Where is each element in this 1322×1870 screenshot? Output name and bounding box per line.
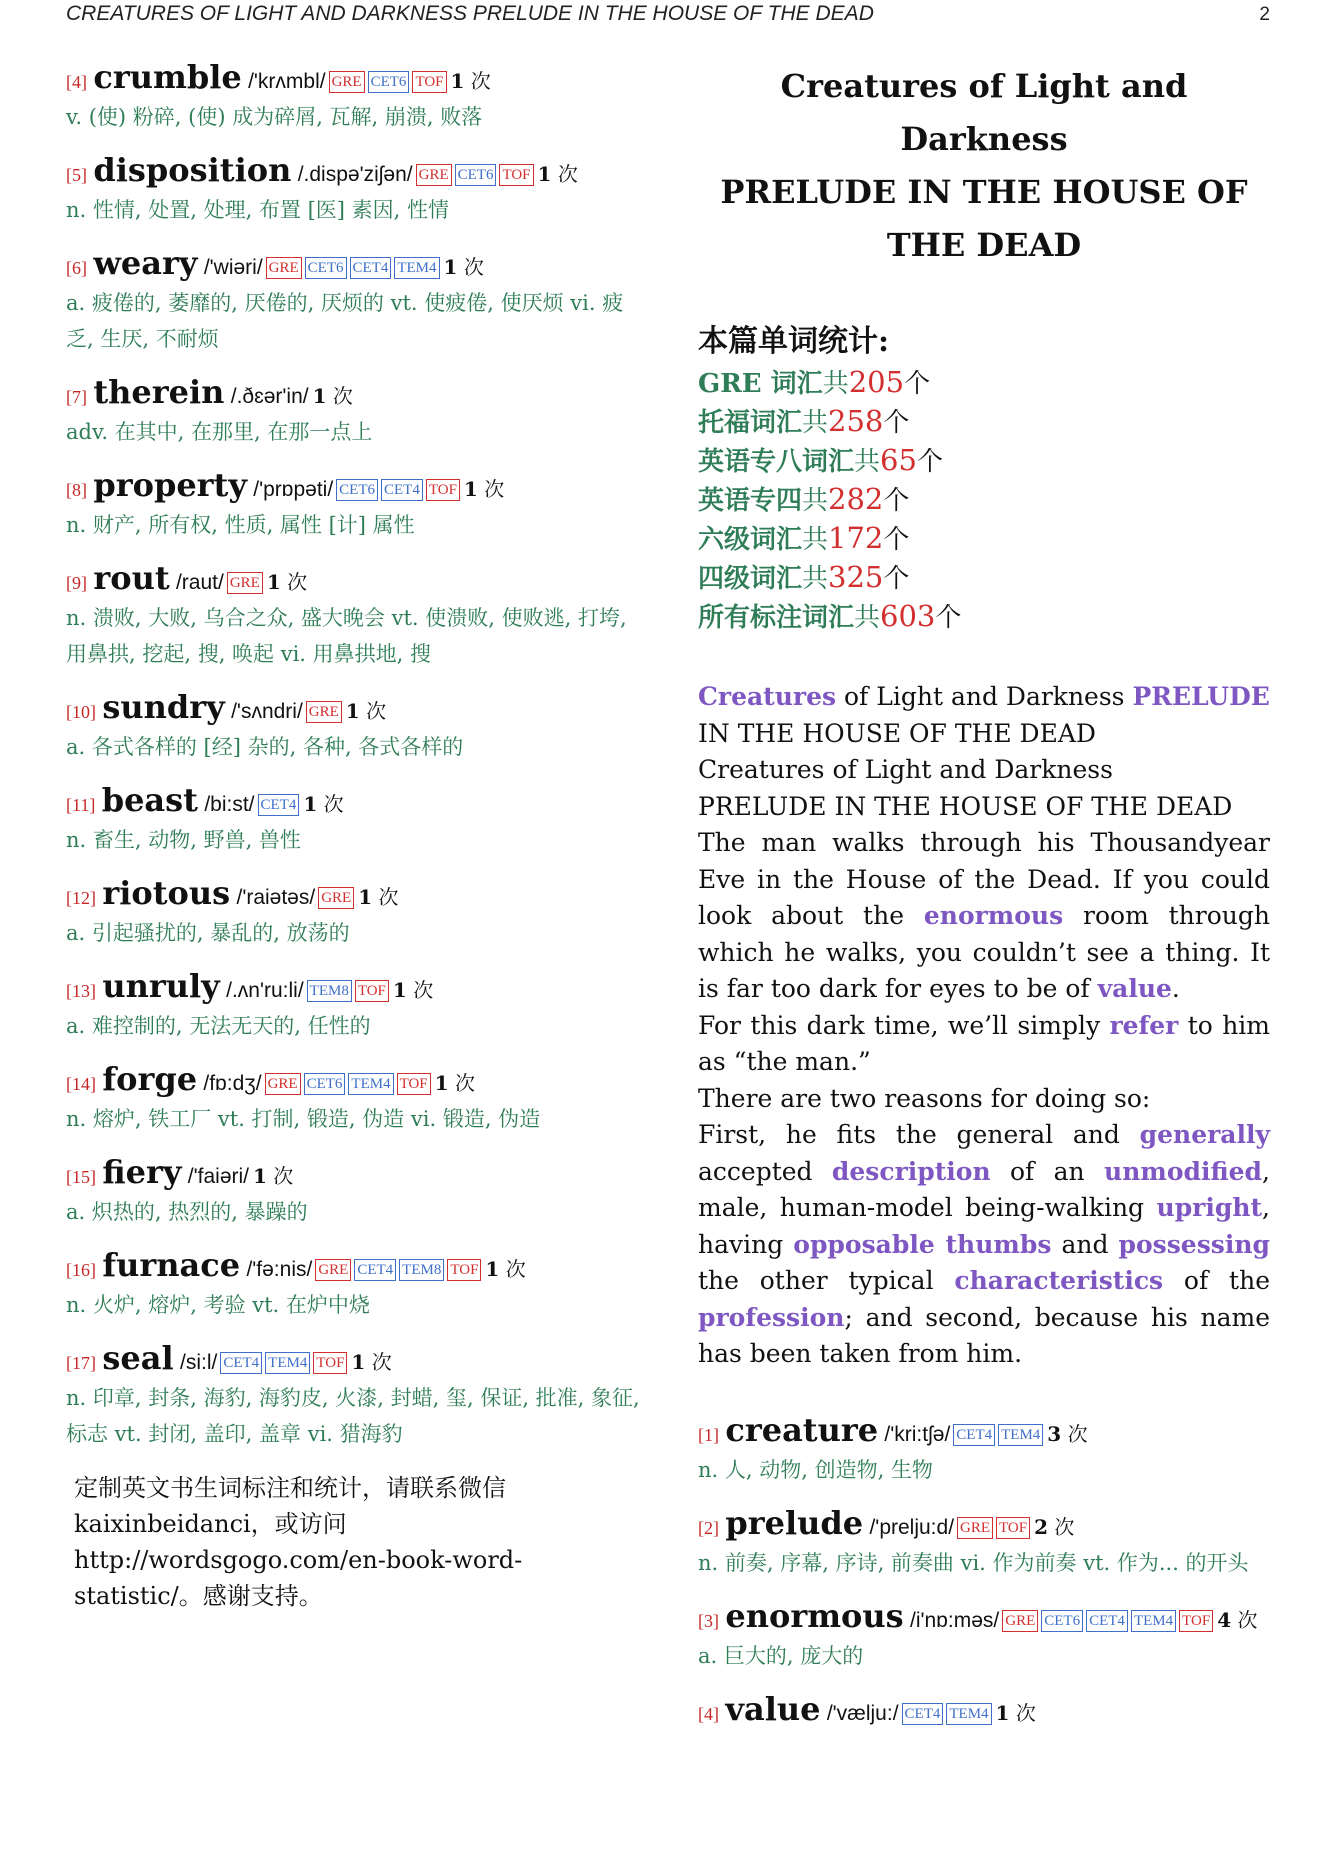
vocab-entry: [66, 375, 646, 450]
exam-tag: TOF: [355, 980, 389, 1002]
entry-head: [66, 1155, 646, 1194]
entry-head: [66, 153, 646, 192]
stat-line: [698, 520, 1270, 559]
exam-tag: TEM4: [1131, 1610, 1176, 1632]
entry-count: [1047, 1422, 1087, 1446]
entry-word: furnace: [102, 1246, 241, 1284]
entry-count: [444, 255, 484, 279]
entry-definition: a. 难控制的, 无法无天的, 任性的: [66, 1014, 371, 1038]
exam-tag: GRE: [315, 1259, 351, 1281]
title-line: THE DEAD: [886, 226, 1082, 264]
entry-phonetic: /fɒ:dʒ/: [203, 1072, 262, 1095]
vocab-entry: [698, 1410, 1270, 1488]
vocab-entry: [66, 561, 646, 672]
entry-index: [10]: [66, 702, 96, 722]
count-unit: 次: [332, 384, 353, 408]
stat-label: 托福词汇: [698, 408, 803, 438]
stat-unit: 个: [904, 369, 931, 399]
entry-word: sundry: [102, 688, 225, 726]
vocab-entry: [66, 1062, 646, 1137]
vocab-entry: [698, 1689, 1270, 1731]
vocab-entry: [66, 153, 646, 228]
stats-lines: [698, 364, 1270, 637]
entry-word: forge: [102, 1060, 198, 1098]
entry-count: [313, 384, 353, 408]
stat-mid: 共: [802, 486, 829, 516]
exam-tag: GRE: [227, 572, 263, 594]
stat-number: 282: [828, 482, 884, 516]
entry-word: therein: [93, 373, 225, 411]
count-unit: 次: [1054, 1514, 1075, 1539]
exam-tag: CET4: [258, 794, 300, 816]
entry-definition: a. 巨大的, 庞大的: [698, 1643, 864, 1668]
entry-head: [66, 246, 646, 285]
entry-head: [66, 468, 646, 507]
count-unit: 次: [470, 69, 491, 93]
entry-head: [698, 1410, 1270, 1452]
entry-index: [1]: [698, 1424, 719, 1445]
highlighted-word: refer: [1109, 1010, 1179, 1040]
entry-phonetic: /si:l/: [179, 1351, 218, 1374]
entry-word: prelude: [725, 1503, 864, 1542]
entry-index: [11]: [66, 795, 96, 815]
entry-definition: a. 各式各样的 [经] 杂的, 各种, 各式各样的: [66, 735, 464, 759]
exam-tag: CET4: [354, 1259, 396, 1281]
entry-phonetic: /'prɒpəti/: [253, 478, 334, 501]
stat-line: [698, 403, 1270, 442]
entry-phonetic: /'krʌmbl/: [248, 70, 326, 93]
entry-count: [1034, 1515, 1074, 1539]
passage: [698, 679, 1270, 1373]
entry-index: [12]: [66, 888, 96, 908]
exam-tag: CET6: [336, 479, 378, 501]
highlighted-word: unmodified: [1104, 1156, 1263, 1186]
stat-unit: 个: [883, 525, 910, 555]
entry-count: [303, 792, 343, 816]
entry-phonetic: /'wiəri/: [203, 256, 263, 279]
entry-head: [66, 1248, 646, 1287]
passage-paragraph: PRELUDE IN THE HOUSE OF THE DEAD: [698, 791, 1233, 821]
entry-count: [538, 162, 578, 186]
count-number: 1: [351, 1350, 366, 1374]
count-number: 1: [266, 570, 281, 594]
entry-index: [14]: [66, 1074, 96, 1094]
highlighted-word: opposable thumbs: [793, 1229, 1052, 1259]
exam-tag: TEM8: [307, 980, 352, 1002]
exam-tag: CET6: [305, 257, 347, 279]
entry-head: [698, 1596, 1270, 1638]
count-number: 3: [1047, 1421, 1062, 1446]
entry-phonetic: /'sʌndri/: [231, 700, 303, 723]
entry-index: [17]: [66, 1353, 96, 1373]
stat-label: GRE 词汇: [698, 369, 823, 399]
stat-label: 英语专四: [698, 486, 803, 516]
entry-word: disposition: [93, 151, 292, 189]
entry-head: [66, 375, 646, 414]
count-number: 1: [358, 885, 373, 909]
count-number: 1: [450, 69, 465, 93]
passage-paragraph: The man walks through his Thousandyear Eve in the House of the Dead. If you could look about the enormous room through which he walks, you couldn’t see a thing. It is far too dark for eyes to be of value.: [698, 828, 1270, 1003]
entry-phonetic: /'kri:tʃə/: [884, 1422, 951, 1446]
entry-definition: adv. 在其中, 在那里, 在那一点上: [66, 420, 373, 444]
stat-mid: 共: [854, 447, 881, 477]
stats-heading: 本篇单词统计:: [698, 324, 890, 359]
vocab-entry: [66, 1248, 646, 1323]
entry-phonetic: /.dispə'ziʃən/: [297, 163, 413, 186]
exam-tag: CET4: [953, 1424, 995, 1446]
entry-definition: a. 炽热的, 热烈的, 暴躁的: [66, 1200, 308, 1224]
stat-mid: 共: [854, 603, 881, 633]
count-number: 1: [392, 978, 407, 1002]
stat-unit: 个: [916, 447, 943, 477]
stat-label: 所有标注词汇: [698, 603, 855, 633]
highlighted-word: upright: [1156, 1193, 1263, 1222]
count-number: 4: [1217, 1607, 1232, 1632]
entry-phonetic: /.ðɛər'in/: [230, 385, 309, 408]
exam-tag: GRE: [329, 71, 365, 93]
count-number: 1: [253, 1164, 267, 1188]
stat-mid: 共: [802, 564, 829, 594]
entry-phonetic: /.ʌn'ru:li/: [226, 979, 304, 1002]
title-line: PRELUDE IN THE HOUSE OF: [720, 173, 1248, 211]
stat-number: 205: [848, 365, 905, 399]
entry-head: [66, 876, 646, 915]
entry-word: creature: [725, 1410, 879, 1449]
exam-tag: GRE: [957, 1517, 993, 1539]
vocab-list-right: [698, 1410, 1270, 1731]
vocab-entry: [66, 468, 646, 543]
vocab-entry: [66, 1341, 646, 1452]
count-number: 1: [463, 477, 478, 501]
exam-tag: CET6: [368, 71, 410, 93]
entry-phonetic: /bi:st/: [204, 793, 255, 816]
entry-head: [66, 1341, 646, 1380]
running-title: CREATURES OF LIGHT AND DARKNESS PRELUDE IN THE HOUSE OF THE DEAD: [66, 2, 874, 25]
exam-tag: GRE: [1002, 1610, 1038, 1632]
exam-tag: GRE: [306, 701, 342, 723]
entry-index: [8]: [66, 480, 87, 500]
entry-definition: v. (使) 粉碎, (使) 成为碎屑, 瓦解, 崩溃, 败落: [66, 105, 483, 129]
entry-index: [3]: [698, 1610, 719, 1631]
entry-phonetic: /i'nɒ:məs/: [910, 1608, 1000, 1632]
entry-definition: n. 印章, 封条, 海豹, 海豹皮, 火漆, 封蜡, 玺, 保证, 批准, 象征, 标志 vt. 封闭, 盖印, 盖章 vi. 猎海豹: [66, 1386, 640, 1446]
exam-tag: TEM8: [399, 1259, 444, 1281]
count-unit: 次: [287, 570, 308, 594]
entry-phonetic: /'raiətəs/: [236, 886, 316, 909]
stat-line: [698, 598, 1270, 637]
exam-tag: GRE: [265, 1073, 301, 1095]
entry-count: [253, 1164, 293, 1188]
vocab-entry: [66, 246, 646, 357]
entry-head: [698, 1689, 1270, 1731]
highlighted-word: characteristics: [954, 1266, 1164, 1295]
stat-number: 65: [880, 443, 917, 477]
stat-line: [698, 481, 1270, 520]
entry-count: [267, 570, 307, 594]
word-stats: [698, 316, 1270, 637]
stat-unit: 个: [883, 486, 910, 516]
exam-tag: TEM4: [348, 1073, 393, 1095]
count-unit: 次: [273, 1164, 294, 1188]
passage-paragraph: IN THE HOUSE OF THE DEAD: [698, 718, 1096, 748]
count-unit: 次: [1015, 1700, 1036, 1725]
entry-definition: a. 引起骚扰的, 暴乱的, 放荡的: [66, 921, 350, 945]
entry-definition: n. 溃败, 大败, 乌合之众, 盛大晚会 vt. 使溃败, 使败逃, 打垮, 用鼻拱, 挖起, 搜, 唤起 vi. 用鼻拱地, 搜: [66, 606, 627, 666]
exam-tag: TOF: [1179, 1610, 1213, 1632]
highlighted-word: profession: [698, 1302, 845, 1332]
entry-index: [16]: [66, 1260, 96, 1280]
exam-tag: TOF: [313, 1352, 347, 1374]
count-number: 1: [434, 1071, 449, 1095]
exam-tag: CET4: [1086, 1610, 1128, 1632]
count-number: 1: [312, 384, 327, 408]
exam-tag: CET4: [381, 479, 423, 501]
entry-word: value: [725, 1689, 821, 1728]
entry-definition: n. 前奏, 序幕, 序诗, 前奏曲 vi. 作为前奏 vt. 作为... 的开头: [698, 1550, 1249, 1575]
vocab-entry: [66, 1155, 646, 1230]
entry-head: [66, 690, 646, 729]
stat-line: [698, 364, 1270, 403]
vocab-entry: [66, 876, 646, 951]
highlighted-word: possessing: [1118, 1229, 1270, 1259]
entry-definition: n. 熔炉, 铁工厂 vt. 打制, 锻造, 伪造 vi. 锻造, 伪造: [66, 1107, 541, 1131]
exam-tag: TOF: [499, 164, 533, 186]
exam-tag: TEM4: [265, 1352, 310, 1374]
entry-index: [5]: [66, 165, 87, 185]
entry-word: crumble: [93, 58, 242, 96]
entry-definition: a. 疲倦的, 萎靡的, 厌倦的, 厌烦的 vt. 使疲倦, 使厌烦 vi. 疲乏, 生厌, 不耐烦: [66, 291, 624, 351]
entry-count: [485, 1257, 525, 1281]
left-column: [66, 60, 646, 1614]
entry-phonetic: /'fə:nis/: [246, 1258, 313, 1281]
exam-tag: GRE: [266, 257, 302, 279]
highlighted-word: value: [1097, 974, 1172, 1003]
count-unit: 次: [1237, 1607, 1258, 1632]
right-column: [698, 60, 1270, 1749]
entry-word: unruly: [102, 967, 220, 1005]
vocab-entry: [698, 1596, 1270, 1674]
entry-count: [435, 1071, 475, 1095]
entry-word: seal: [102, 1339, 174, 1377]
entry-phonetic: /'prelju:d/: [869, 1515, 955, 1539]
entry-head: [66, 1062, 646, 1101]
passage-paragraph: For this dark time, we’ll simply refer to him as “the man.”: [698, 1010, 1270, 1076]
count-number: 1: [303, 792, 318, 816]
vocab-entry: [66, 60, 646, 135]
count-unit: 次: [557, 162, 578, 186]
entry-index: [15]: [66, 1167, 96, 1187]
count-number: 2: [1034, 1514, 1049, 1539]
stat-number: 258: [828, 404, 884, 438]
entry-word: property: [93, 466, 247, 504]
highlighted-word: generally: [1139, 1120, 1270, 1149]
vocab-entry: [66, 690, 646, 765]
entry-count: [358, 885, 398, 909]
entry-index: [6]: [66, 258, 87, 278]
entry-count: [393, 978, 433, 1002]
page-header: [0, 0, 1322, 32]
exam-tag: CET4: [902, 1703, 944, 1725]
count-unit: 次: [1067, 1421, 1088, 1446]
count-number: 1: [995, 1700, 1010, 1725]
entry-definition: n. 性情, 处置, 处理, 布置 [医] 素因, 性情: [66, 198, 450, 222]
stat-label: 六级词汇: [698, 525, 803, 555]
count-unit: 次: [366, 699, 387, 723]
entry-head: [66, 969, 646, 1008]
count-unit: 次: [454, 1071, 475, 1095]
count-unit: 次: [463, 255, 484, 279]
entry-phonetic: /raut/: [175, 571, 224, 594]
exam-tag: TOF: [412, 71, 446, 93]
stat-line: [698, 442, 1270, 481]
exam-tag: TOF: [447, 1259, 481, 1281]
entry-count: [346, 699, 386, 723]
exam-tag: TOF: [397, 1073, 431, 1095]
entry-index: [9]: [66, 573, 87, 593]
passage-paragraph: Creatures of Light and Darkness: [698, 755, 1113, 784]
entry-count: [464, 477, 504, 501]
passage-paragraph: Creatures of Light and Darkness PRELUDE: [698, 682, 1270, 711]
stat-line: [698, 559, 1270, 598]
entry-word: beast: [101, 781, 198, 819]
stat-number: 603: [880, 599, 936, 633]
stat-label: 四级词汇: [698, 564, 803, 594]
stat-number: 172: [828, 521, 884, 555]
entry-definition: n. 火炉, 熔炉, 考验 vt. 在炉中烧: [66, 1293, 370, 1317]
vocab-entry: [698, 1503, 1270, 1581]
highlighted-word: PRELUDE: [1132, 682, 1270, 711]
page-number: 2: [1259, 4, 1270, 25]
entry-index: [2]: [698, 1517, 719, 1538]
entry-index: [4]: [698, 1703, 719, 1724]
exam-tag: GRE: [318, 887, 354, 909]
entry-count: [351, 1350, 391, 1374]
stat-unit: 个: [883, 564, 910, 594]
entry-index: [4]: [66, 72, 87, 92]
entry-definition: n. 财产, 所有权, 性质, 属性 [计] 属性: [66, 513, 415, 537]
count-number: 1: [345, 699, 360, 723]
exam-tag: TEM4: [998, 1424, 1043, 1446]
document-title: [698, 60, 1270, 272]
exam-tag: TOF: [996, 1517, 1030, 1539]
exam-tag: TEM4: [394, 257, 439, 279]
stat-mid: 共: [822, 369, 849, 399]
passage-paragraph: First, he fits the general and generally accepted description of an unmodified, male, human-model being-walking upright, having opposable thumbs and possessing the other typical characteristics of the profession; and second, because his name has been taken from him.: [698, 1120, 1270, 1368]
stat-mid: 共: [802, 408, 829, 438]
count-unit: 次: [505, 1257, 526, 1281]
entry-word: rout: [93, 559, 170, 597]
entry-phonetic: /'faiəri/: [187, 1165, 249, 1188]
entry-word: weary: [93, 244, 198, 282]
vocab-list-left: [66, 60, 646, 1452]
entry-head: [698, 1503, 1270, 1545]
entry-head: [66, 60, 646, 99]
stat-number: 325: [828, 560, 884, 594]
vocab-entry: [66, 969, 646, 1044]
entry-head: [66, 783, 646, 822]
title-line: Creatures of Light and Darkness: [780, 67, 1188, 158]
entry-head: [66, 561, 646, 600]
entry-count: [451, 69, 491, 93]
stat-unit: 个: [935, 603, 962, 633]
count-unit: 次: [413, 978, 434, 1002]
entry-word: riotous: [102, 874, 231, 912]
entry-definition: n. 人, 动物, 创造物, 生物: [698, 1457, 933, 1482]
entry-count: [996, 1701, 1036, 1725]
vocab-entry: [66, 783, 646, 858]
exam-tag: CET6: [455, 164, 497, 186]
entry-definition: n. 畜生, 动物, 野兽, 兽性: [66, 828, 301, 852]
entry-index: [13]: [66, 981, 96, 1001]
count-unit: 次: [378, 885, 399, 909]
highlighted-word: enormous: [923, 901, 1064, 930]
exam-tag: CET6: [304, 1073, 346, 1095]
exam-tag: GRE: [416, 164, 452, 186]
highlighted-word: description: [831, 1156, 991, 1186]
exam-tag: TOF: [426, 479, 460, 501]
exam-tag: CET4: [220, 1352, 262, 1374]
exam-tag: CET6: [1041, 1610, 1083, 1632]
count-unit: 次: [323, 792, 344, 816]
entry-word: enormous: [725, 1596, 904, 1635]
entry-phonetic: /'vælju:/: [826, 1701, 899, 1725]
count-number: 1: [443, 255, 458, 279]
promo-text: 定制英文书生词标注和统计，请联系微信 kaixinbeidanci，或访问 http://wordsgogo.com/en-book-word-statistic/。感谢支持。: [74, 1474, 523, 1610]
entry-index: [7]: [66, 387, 87, 407]
count-unit: 次: [484, 477, 505, 501]
highlighted-word: Creatures: [698, 682, 837, 711]
entry-count: [1217, 1608, 1257, 1632]
count-number: 1: [537, 162, 552, 186]
exam-tag: CET4: [350, 257, 392, 279]
count-unit: 次: [371, 1350, 392, 1374]
exam-tag: TEM4: [946, 1703, 991, 1725]
count-number: 1: [485, 1257, 500, 1281]
stat-unit: 个: [883, 408, 910, 438]
entry-word: fiery: [102, 1153, 182, 1191]
stat-mid: 共: [802, 525, 829, 555]
stat-label: 英语专八词汇: [698, 447, 855, 477]
passage-paragraph: There are two reasons for doing so:: [698, 1083, 1151, 1113]
